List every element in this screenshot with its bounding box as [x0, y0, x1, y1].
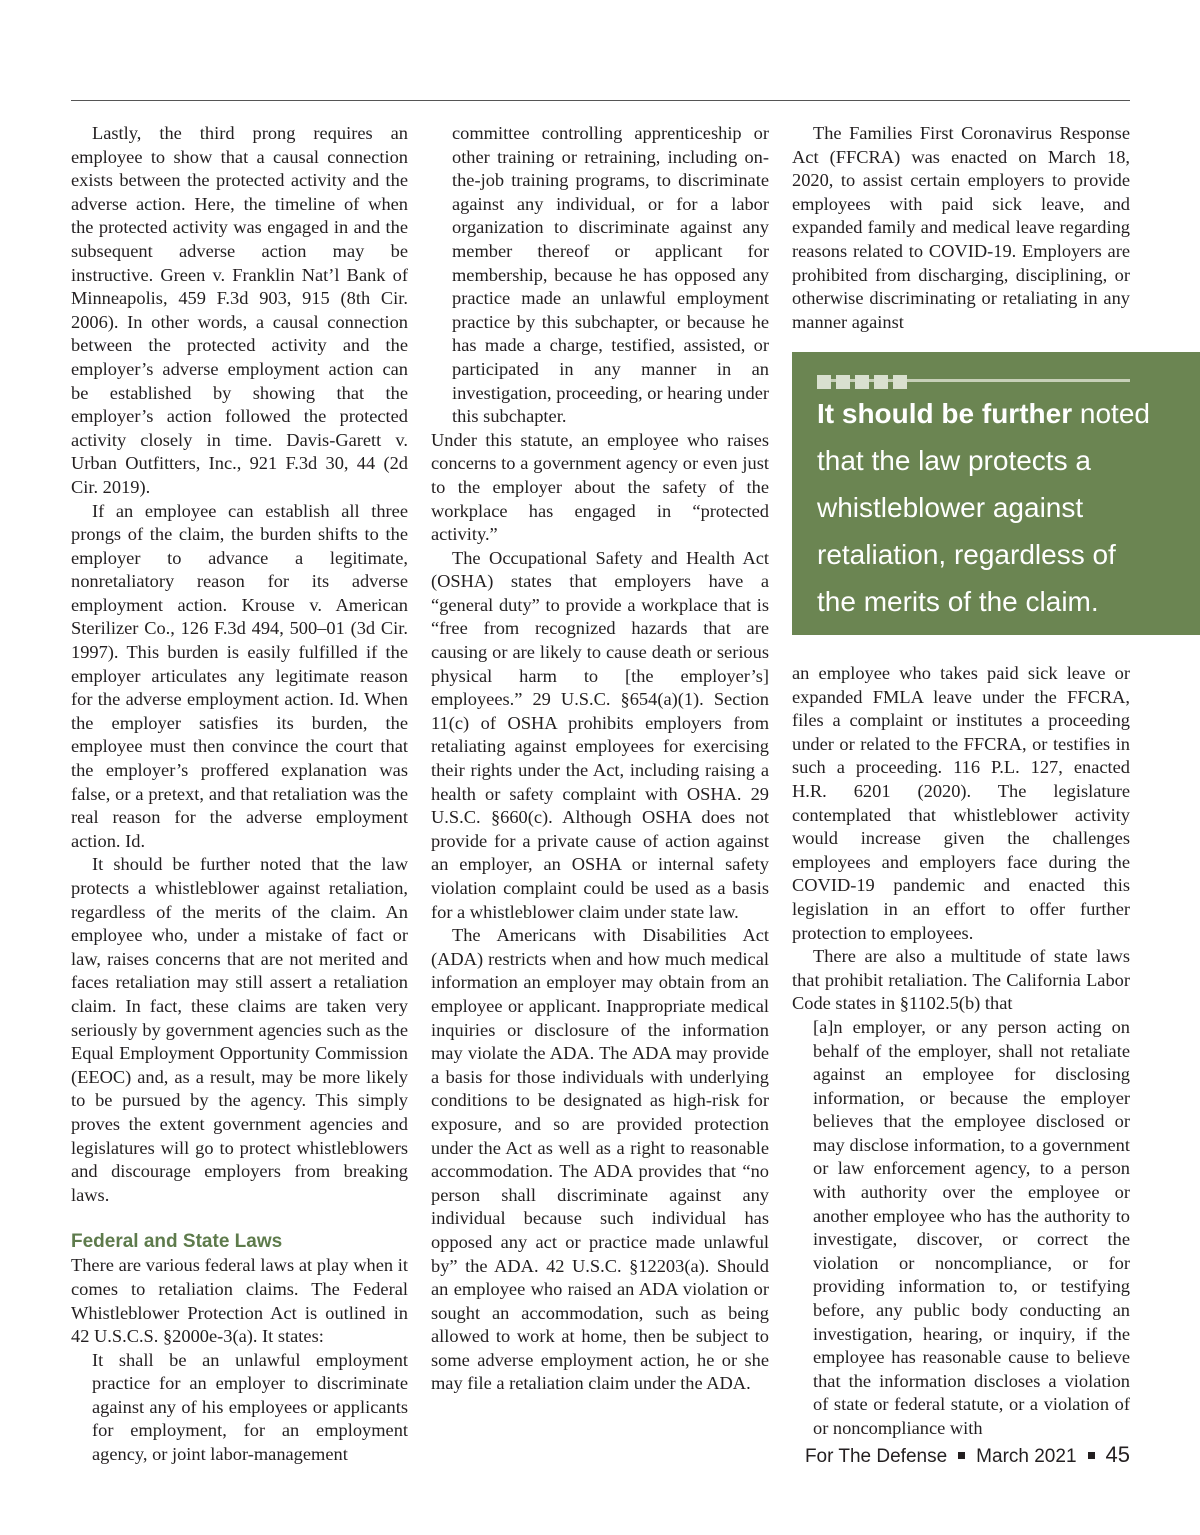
column-2	[431, 122, 769, 1396]
paragraph: It should be further noted that the law protects a whistleblower against retaliation, regardless of the merits of the claim. An employee who, under a mistake of fact or law, raises concerns that are not merited and faces retaliation may still assert a retaliation claim. In fact, these claims are taken very seriously by government agencies such as the Equal Employment Opportunity Commission (EEOC) and, as a result, may be more likely to be pursued by the agency. This simply proves the extent government agencies and legislatures will go to protect whistleblowers and discourage employers from breaking laws.	[71, 854, 408, 1205]
section-heading: Federal and State Laws	[71, 1231, 283, 1253]
paragraph: The Americans with Disabilities Act (ADA) restricts when and how much medical information an employer may obtain from an employee or applicant. Inappropriate medical inquiries or disclosure of the information may violate the ADA. The ADA may provide a basis for those individuals with underlying conditions to be designated as high-risk for exposure, and so are provided protection under the Act as well as a right to reasonable accommodation. The ADA provides that “no person shall discriminate against any individual because such individual has opposed any act or practice made unlawful by” the ADA. 42 U.S.C. §12203(a). Should an employee who raised an ADA violation or sought an accommodation, such as being allowed to work at home, then be subject to some adverse employment action, he or she may file a retaliation claim under the ADA.	[431, 925, 769, 1394]
column-3	[792, 122, 1130, 334]
top-rule	[71, 100, 1130, 101]
block-quote: [a]n employer, or any person acting on behalf of the employer, shall not retaliate against an employee for disclosing information, or because the employer believes that the employee disclosed or may disclose information, to a government or law enforcement agency, to a person with authority over the employee or another employee who has the authority to investigate, discover, or correct the violation or noncompliance, or for providing information to, or testifying before, any public body conducting an investigation, hearing, or inquiry, if the employee has reasonable cause to believe that the information discloses a violation of state or federal statute, or a violation of or noncompliance with	[813, 1016, 1130, 1438]
column-3-continued	[792, 662, 1130, 1441]
block-quote: committee controlling apprenticeship or other training or retraining, including on-the-job training programs, to discriminate against any individual, or for a labor organization to discriminate against any member thereof or applicant for membership, because he has opposed any practice made an unlawful employment practice by this subchapter, or because he has made a charge, testified, assisted, or participated in any manner in an investigation, proceeding, or hearing under this subchapter.	[452, 123, 769, 427]
pull-quote	[792, 352, 1200, 635]
paragraph: Under this statute, an employee who raises concerns to a government agency or even just to the employer about the safety of the workplace has engaged in “protected activity.”	[431, 429, 769, 545]
page-footer	[805, 1442, 1130, 1468]
paragraph: Lastly, the third prong requires an employee to show that a causal connection exists between the protected activity and the adverse action. Here, the timeline of when the protected activity was engaged in and the subsequent adverse action may be instructive. Green v. Franklin Nat’l Bank of Minneapolis, 459 F.3d 903, 915 (8th Cir. 2006). In other words, a causal connection between the protected activity and the employer’s adverse employment action can be established by showing that the employer’s action followed the protected activity closely in time. Davis-Garett v. Urban Outfitters, Inc., 921 F.3d 30, 44 (2d Cir. 2019).	[71, 123, 408, 497]
issue-date: March 2021	[976, 1446, 1077, 1467]
pull-quote-body: noted that the law protects a whistleblower against retaliation, regardless of the merits of the claim.	[817, 398, 1150, 617]
block-quote: It shall be an unlawful employment practice for an employer to discriminate against any of his employees or applicants for employment, for an employment agency, or joint labor-management	[92, 1349, 408, 1465]
page-number: 45	[1105, 1442, 1130, 1467]
paragraph: There are various federal laws at play when it comes to retaliation claims. The Federal Whistleblower Protection Act is outlined in 42 U.S.C.S. §2000e-3(a). It states:	[71, 1255, 408, 1347]
pull-quote-squares	[817, 375, 907, 389]
publication-name: For The Defense	[804, 1446, 948, 1467]
paragraph: The Families First Coronavirus Response Act (FFCRA) was enacted on March 18, 2020, to assist certain employers to provide employees with paid sick leave, and expanded family and medical leave regarding reasons related to COVID-19. Employers are prohibited from discharging, disciplining, or otherwise discriminating or retaliating in any manner against	[792, 123, 1130, 332]
bullet-separator	[958, 1452, 965, 1459]
paragraph: There are also a multitude of state laws that prohibit retaliation. The California Labor Code states in §1102.5(b) that	[792, 946, 1130, 1014]
bullet-separator	[1088, 1452, 1095, 1459]
column-1	[71, 122, 408, 1467]
paragraph: The Occupational Safety and Health Act (OSHA) states that employers have a “general duty” to provide a workplace that is “free from recognized hazards that are causing or are likely to cause death or serious physical harm to [the employer’s] employees.” 29 U.S.C. §654(a)(1). Section 11(c) of OSHA prohibits employers from retaliating against employees for exercising their rights under the Act, including raising a health or safety complaint with OSHA. 29 U.S.C. §660(c). Although OSHA does not provide for a private cause of action against an employer, an OSHA or internal safety violation complaint could be used as a basis for a whistleblower claim under state law.	[431, 547, 769, 922]
paragraph: If an employee can establish all three prongs of the claim, the burden shifts to the employer to advance a legitimate, nonretaliatory reason for its adverse employment action. Krouse v. American Sterilizer Co., 126 F.3d 494, 500–01 (3d Cir. 1997). This burden is easily fulfilled if the employer articulates any legitimate reason for the adverse employment action. Id. When the employer satisfies its burden, the employee must then convince the court that the employer’s proffered explanation was false, or a pretext, and that retaliation was the real reason for the adverse employment action. Id.	[71, 500, 408, 851]
pull-quote-text	[817, 390, 1157, 625]
paragraph: an employee who takes paid sick leave or expanded FMLA leave under the FFCRA, files a complaint or institutes a proceeding under or related to the FFCRA, or testifies in such a proceeding. 116 P.L. 127, enacted H.R. 6201 (2020). The legislature contemplated that whistleblower activity would increase given the challenges employees and employers face during the COVID-19 pandemic and enacted this legislation in an effort to offer further protection to employees.	[792, 663, 1130, 943]
pull-quote-lead: It should be further	[817, 398, 1073, 429]
